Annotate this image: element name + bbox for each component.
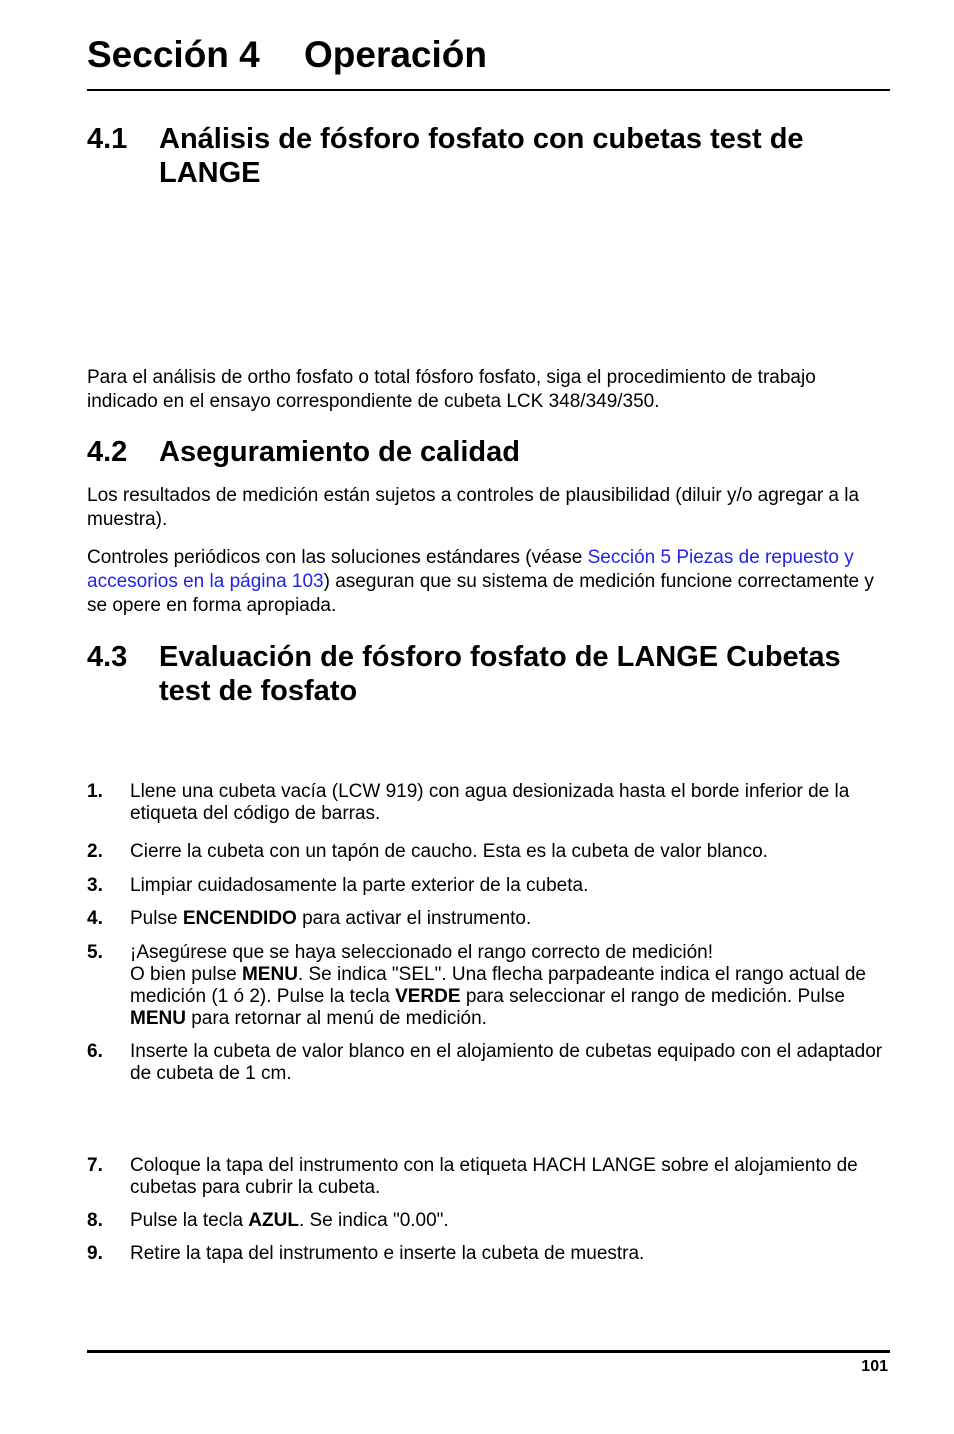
step-text-part: . Se indica "0.00". (298, 1210, 449, 1231)
chapter-name: Operación (304, 34, 487, 75)
step-number: 1. (87, 781, 103, 802)
step-text (130, 1210, 890, 1232)
step-text-part: . Se indica "SEL". Una flecha parpadeante indica el rango actual de medición (1 ó 2). Pulse la tecla (130, 964, 866, 1007)
step-number: 7. (87, 1155, 103, 1176)
top-rule (87, 89, 890, 91)
chapter-title (87, 33, 487, 77)
key-name: AZUL (248, 1210, 299, 1231)
chapter-number: Sección 4 (87, 34, 260, 75)
step-2 (87, 841, 890, 863)
section-number: 4.3 (87, 641, 128, 673)
section-number: 4.2 (87, 436, 128, 468)
standards-text-before: Controles periódicos con las soluciones estándares (véase (87, 547, 588, 568)
key-name: ENCENDIDO (182, 908, 297, 929)
step-4 (87, 908, 890, 930)
step-number: 5. (87, 942, 103, 963)
step-text-part: ¡Asegúrese que se haya seleccionado el rango correcto de medición! (130, 942, 714, 963)
standards-paragraph (87, 546, 887, 618)
step-text: Inserte la cubeta de valor blanco en el alojamiento de cubetas equipado con el adaptador de cubeta de 1 cm. (130, 1041, 883, 1084)
step-7 (87, 1155, 890, 1199)
section-heading-4-2 (87, 435, 890, 469)
key-name: VERDE (395, 986, 461, 1007)
cross-reference-link[interactable]: Sección 5 Piezas de repuesto y accesorios en la página 103 (87, 547, 854, 592)
step-number: 4. (87, 908, 103, 929)
step-number: 2. (87, 841, 103, 862)
step-number: 9. (87, 1243, 103, 1264)
step-number: 6. (87, 1041, 103, 1062)
step-text-part: Pulse la tecla (130, 1210, 249, 1231)
step-text-part: para activar el instrumento. (296, 908, 532, 929)
section-title: Análisis de fósforo fosfato con cubetas test de LANGE (159, 123, 804, 189)
section-title: Aseguramiento de calidad (159, 436, 520, 468)
step-text: Limpiar cuidadosamente la parte exterior de la cubeta. (130, 875, 589, 896)
quality-paragraph: Los resultados de medición están sujetos a controles de plausibilidad (diluir y/o agregar a la muestra). (87, 485, 860, 530)
step-text: Coloque la tapa del instrumento con la etiqueta HACH LANGE sobre el alojamiento de cubetas para cubrir la cubeta. (130, 1155, 858, 1198)
step-5 (87, 942, 890, 1030)
step-9 (87, 1243, 890, 1265)
step-text: Cierre la cubeta con un tapón de caucho. Esta es la cubeta de valor blanco. (130, 841, 768, 862)
section-title: Evaluación de fósforo fosfato de LANGE Cubetas test de fosfato (159, 641, 841, 707)
step-text-part: para seleccionar el rango de medición. Pulse (460, 986, 845, 1007)
key-name: MENU (130, 1008, 186, 1029)
step-3 (87, 875, 890, 897)
step-text: Llene una cubeta vacía (LCW 919) con agua desionizada hasta el borde inferior de la etiqueta del código de barras. (130, 781, 850, 824)
step-text-part: O bien pulse (130, 964, 242, 985)
section-heading-4-1 (87, 122, 890, 190)
step-number: 3. (87, 875, 103, 896)
section-heading-4-3 (87, 640, 890, 708)
page-number: 101 (861, 1358, 888, 1375)
bottom-rule (87, 1350, 890, 1353)
standards-text-after: ) aseguran que su sistema de medición funcione correctamente y se opere en forma apropiada. (87, 571, 874, 616)
step-text (130, 942, 890, 1030)
step-8 (87, 1210, 890, 1232)
step-text-part: Pulse (130, 908, 183, 929)
step-text-part: para retornar al menú de medición. (185, 1008, 487, 1029)
step-6 (87, 1041, 890, 1085)
intro-paragraph: Para el análisis de ortho fosfato o total fósforo fosfato, siga el procedimiento de trabajo indicado en el ensayo correspondiente de cubeta LCK 348/349/350. (87, 367, 816, 412)
step-text: Retire la tapa del instrumento e inserte la cubeta de muestra. (130, 1243, 645, 1264)
step-number: 8. (87, 1210, 103, 1231)
key-name: MENU (241, 964, 298, 985)
step-text (130, 908, 890, 930)
section-number: 4.1 (87, 123, 128, 155)
step-1 (87, 781, 890, 825)
